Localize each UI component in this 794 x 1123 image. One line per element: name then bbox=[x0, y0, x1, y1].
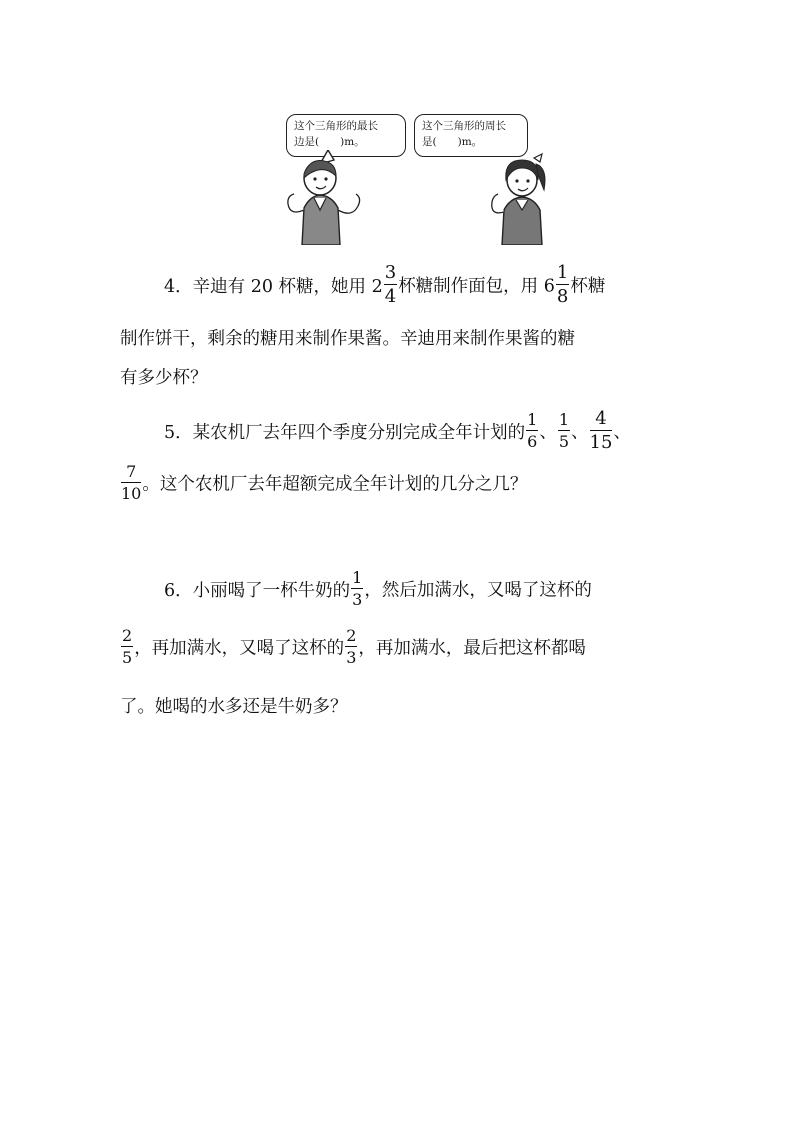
fraction-1-8: $\frac{1}{8}$ bbox=[556, 262, 569, 307]
fraction-2-5: $\frac{2}{5}$ bbox=[122, 626, 133, 667]
question-6-text-b: ，然后加满水，又喝了这杯的 bbox=[364, 580, 592, 601]
fraction-4-15: $\frac{4}{15}$ bbox=[589, 408, 613, 453]
boy-speech-line2: 边是( )m。 bbox=[294, 136, 365, 148]
question-6-text-d: ，再加满水，最后把这杯都喝 bbox=[358, 638, 586, 659]
separator-3: 、 bbox=[613, 422, 631, 443]
fraction-1-5: $\frac{1}{5}$ bbox=[558, 410, 570, 451]
question-4-text-a: 4．辛迪有 20 杯糖，她用 2 bbox=[164, 276, 383, 297]
fraction-7-10: $\frac{7}{10}$ bbox=[121, 462, 142, 503]
question-4-line1 bbox=[120, 262, 680, 308]
question-4-text-b: 杯糖制作面包，用 6 bbox=[398, 276, 555, 297]
question-6-line1 bbox=[120, 568, 680, 610]
question-4-line3: 有多少杯？ bbox=[120, 368, 208, 388]
question-5-text-a: 5．某农机厂去年四个季度分别完成全年计划的 bbox=[164, 422, 526, 443]
fraction-1-6: $\frac{1}{6}$ bbox=[527, 410, 538, 451]
boy-speech-line1: 这个三角形的最长 bbox=[294, 120, 378, 132]
question-4-text-c: 杯糖 bbox=[570, 276, 606, 297]
girl-figure bbox=[478, 150, 558, 245]
girl-speech-line1: 这个三角形的周长 bbox=[422, 120, 506, 132]
question-6-text-a: 6．小丽喝了一杯牛奶的 bbox=[164, 580, 351, 601]
question-5-text-b: 。这个农机厂去年超额完成全年计划的几分之几？ bbox=[142, 474, 528, 495]
fraction-3-4: $\frac{3}{4}$ bbox=[384, 262, 397, 307]
boy-figure bbox=[278, 150, 368, 245]
question-5-line2 bbox=[120, 462, 680, 504]
cartoon-illustration bbox=[278, 110, 558, 245]
question-4-line2: 制作饼干，剩余的糖用来制作果酱。辛迪用来制作果酱的糖 bbox=[120, 329, 575, 349]
fraction-1-3: $\frac{1}{3}$ bbox=[352, 568, 363, 609]
question-6-line3: 了。她喝的水多还是牛奶多？ bbox=[120, 697, 348, 717]
separator-1: 、 bbox=[539, 422, 557, 443]
question-6-text-c: ，再加满水，又喝了这杯的 bbox=[134, 638, 345, 659]
separator-2: 、 bbox=[571, 422, 589, 443]
fraction-2-3: $\frac{2}{3}$ bbox=[346, 626, 357, 667]
girl-speech-line2: 是( )m。 bbox=[422, 136, 483, 148]
question-6-line2 bbox=[120, 626, 680, 668]
question-5-line1 bbox=[120, 408, 680, 454]
